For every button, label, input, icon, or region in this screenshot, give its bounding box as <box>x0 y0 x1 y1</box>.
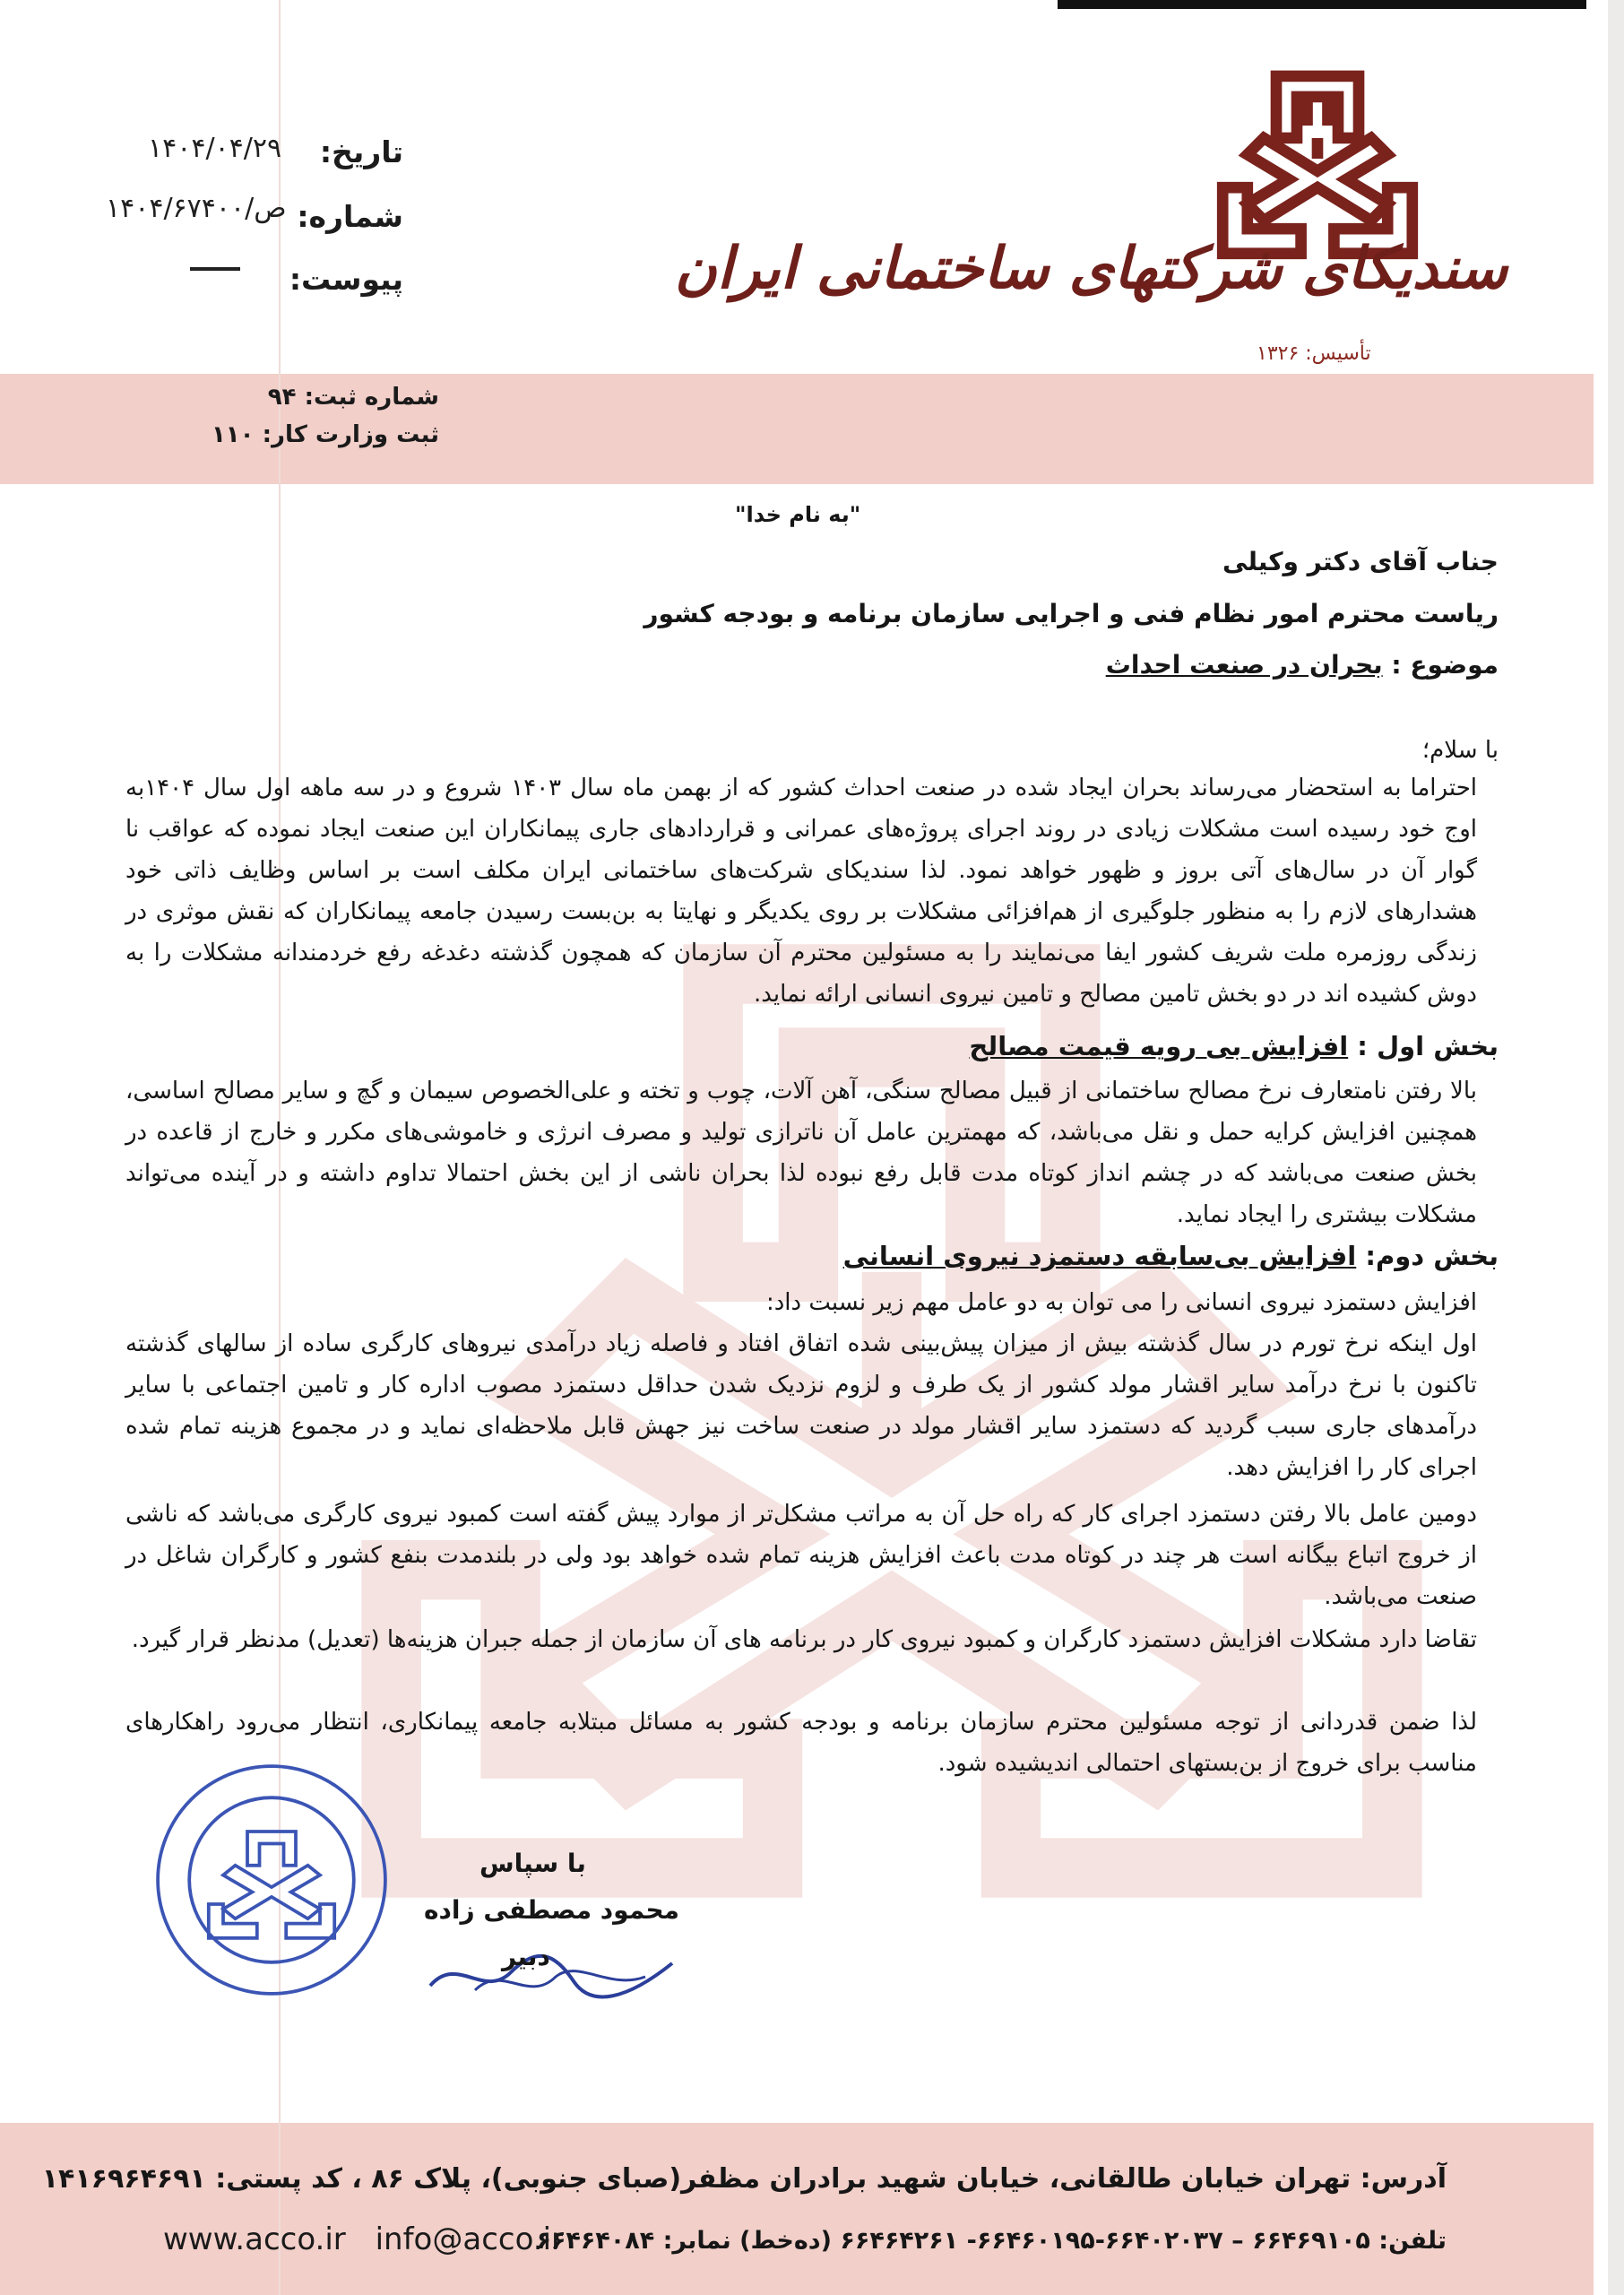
section1-title: افزایش بی رویه قیمت مصالح <box>969 1031 1349 1061</box>
sign-off: با سپاس <box>479 1849 586 1878</box>
attachment-label: پیوست: <box>289 262 403 297</box>
intro-paragraph: احتراما به استحضار می‌رساند بحران ایجاد شده در صنعت احداث کشور که از بهمن ماه سال ۱۴۰۳ شروع و در سه ماهه اول سال ۱۴۰۴به اوج خود رسیده است مشکلات زیادی در روند اجرای پروژه‌های عمرانی و قراردادهای جاری پیمانکاران این صنعت ایجاد نموده که عواقب نا گوار آن در سال‌های آتی بروز و ظهور خواهد نمود. لذا سندیکای شرکت‌های ساختمانی ایران مکلف است بر اساس وظایف ذاتی خود هشدارهای لازم را به منظور جلوگیری از هم‌افزائی مشکلات بر روی یکدیگر و نهایتا به بن‌بست رسیدن جامعه پیمانکاران که نقش موثری در زندگی روزمره ملت شریف کشور ایفا می‌نمایند را به مسئولین محترم آن سازمان که همچون گذشته دغدغه رفع خردمندانه مشکلات را به دوش کشیده اند در دو بخش تامین مصالح و تامین نیروی انسانی ارائه نماید. <box>125 775 1477 1008</box>
date-value: ۱۴۰۴/۰۴/۲۹ <box>148 133 282 164</box>
org-name: سندیکای شرکتهای ساختمانی ایران <box>674 235 1507 302</box>
subject-text: بحران در صنعت احداث <box>1105 650 1383 680</box>
number-label: شماره: <box>297 199 403 234</box>
attachment-empty-dash <box>190 267 240 271</box>
footer-band <box>0 2123 1594 2295</box>
handwritten-signature <box>421 1936 681 2008</box>
recipient-title: ریاست محترم امور نظام فنی و اجرایی سازمان برنامه و بودجه کشور <box>644 599 1499 628</box>
section1-heading <box>969 1031 1499 1061</box>
subject-label: موضوع : <box>1391 650 1499 680</box>
official-stamp <box>151 1759 393 2001</box>
section2-label: بخش دوم: <box>1365 1241 1499 1271</box>
footer-web-contacts <box>163 2221 583 2257</box>
request-paragraph: تقاضا دارد مشکلات افزایش دستمزد کارگران و کمبود نیروی کار در برنامه های آن سازمان از جمله جبران هزینه‌ها (تعدیل) مدنظر قرار گیرد. <box>131 1626 1477 1653</box>
email-link[interactable]: info@acco.ir <box>375 2221 565 2257</box>
number-value: ۱۴۰۴/۶۷۴۰۰/ص <box>106 193 287 224</box>
ministry-registration: ثبت وزارت کار: ۱۱۰ <box>211 421 439 448</box>
section1-label: بخش اول : <box>1357 1031 1499 1061</box>
greeting: با سلام؛ <box>1421 737 1499 764</box>
section1-paragraph: بالا رفتن نامتعارف نرخ مصالح ساختمانی از قبیل مصالح سنگی، آهن آلات، چوب و تخته و علی‌الخصوص سیمان و گچ و سایر مصالح اساسی، همچنین افزایش کرایه حمل و نقل می‌باشد، که مهمترین عامل آن ناترازی تولید و مصرف انرژی و خاموشی‌های مکرر و خارج از قاعده در بخش صنعت می‌باشد که در چشم انداز کوتاه مدت قابل رفع نبوده لذا بحران ناشی از این بخش احتمالا تداوم داشته و در آینده می‌تواند مشکلات بیشتری را ایجاد نماید. <box>125 1078 1477 1228</box>
founded-year: تأسیس: ۱۳۲۶ <box>1257 342 1371 365</box>
footer-phones: تلفن: ۶۶۴۶۹۱۰۵ – ۶۶۴۰۲۰۳۷-۶۶۴۶۰۱۹۵- ۶۶۴۶۴۲۶۱ (ده‌خط) نمابر: ۶۶۴۶۴۰۸۴ <box>536 2227 1447 2255</box>
top-rule <box>1058 0 1586 9</box>
recipient: جناب آقای دکتر وکیلی <box>1222 547 1499 576</box>
website-link[interactable]: www.acco.ir <box>163 2221 346 2257</box>
footer-address: آدرس: تهران خیابان طالقانی، خیابان شهید برادران مظفر(صبای جنوبی)، پلاک ۸۶ ، کد پستی: ۱۴۱۶۹۶۴۶۹۱ <box>41 2163 1447 2195</box>
bismillah: "به نام خدا" <box>735 502 861 527</box>
registration-number: شماره ثبت: ۹۴ <box>267 384 439 411</box>
signer-title: دبیر <box>502 1942 550 1971</box>
date-label: تاریخ: <box>319 134 403 169</box>
closing-paragraph: لذا ضمن قدردانی از توجه مسئولین محترم سازمان برنامه و بودجه کشور به مسائل مبتلابه جامعه پیمانکاری، انتظار می‌رود راهکارهای مناسب برای خروج از بن‌بستهای احتمالی اندیشیده شود. <box>125 1709 1477 1777</box>
section2-heading <box>843 1241 1499 1271</box>
section2-first-factor: اول اینکه نرخ تورم در سال گذشته بیش از میزان پیش‌بینی شده اتفاق افتاد و فاصله زیاد درآمدی نیروهای کارگری ساده از سالهای گذشته تاکنون با نرخ درآمد سایر اقشار مولد کشور از یک طرف و لزوم نزدیک شدن حداقل دستمزد مصوب اداره کار و تامین اجتماعی با سایر درآمدهای جاری سبب گردید که دستمزد سایر اقشار مولد در صنعت ساخت نیز جهش قابل ملاحظه‌ای نماید و در مجموع هزینه تمام شده اجرای کار را افزایش دهد. <box>125 1330 1477 1481</box>
subject-line <box>1106 650 1499 680</box>
scan-edge <box>1608 0 1624 2295</box>
signer-name: محمود مصطفی زاده <box>424 1895 680 1925</box>
section2-second-factor: دومین عامل بالا رفتن دستمزد اجرای کار که راه حل آن به مراتب مشکل‌تر از موارد پیش گفته است کمبود نیروی کارگری می‌باشد که ناشی از خروج اتباع بیگانه است هر چند در کوتاه مدت باعث افزایش هزینه تمام شده خواهد بود ولی در بلندمدت بنفع کشور و کارگران شاغل در صنعت می‌باشد. <box>125 1501 1477 1610</box>
section2-title: افزایش بی‌سابقه دستمزد نیروی انسانی <box>842 1241 1357 1271</box>
section2-intro: افزایش دستمزد نیروی انسانی را می توان به دو عامل مهم زیر نسبت داد: <box>765 1289 1477 1316</box>
